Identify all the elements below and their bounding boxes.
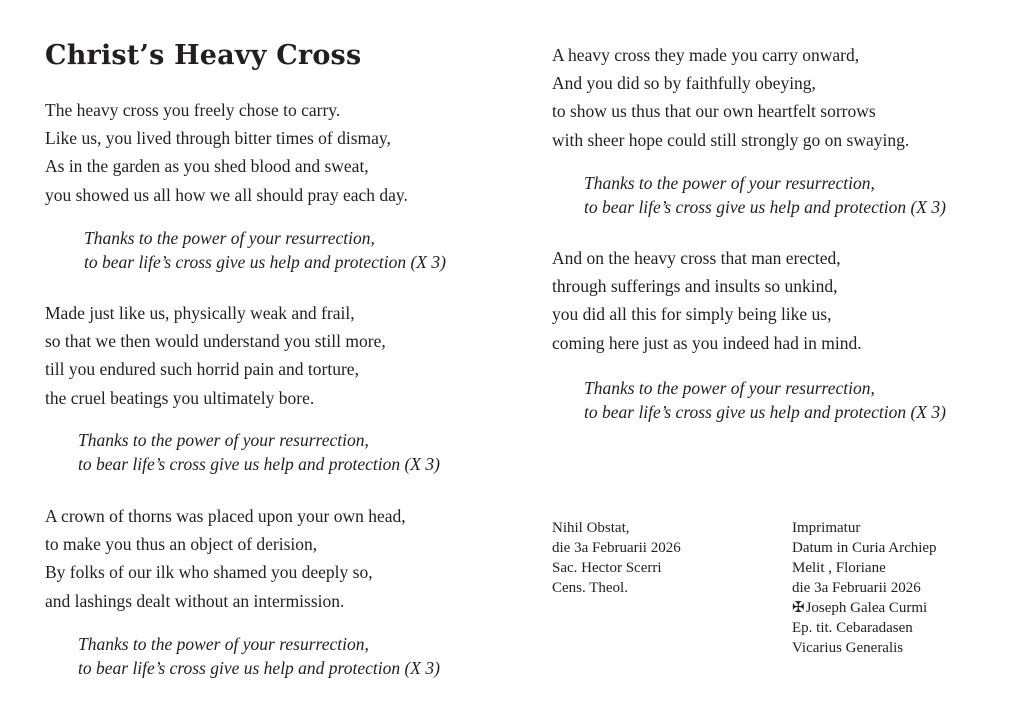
refrain-line: to bear life’s cross give us help and protection (X 3)	[84, 252, 446, 272]
nihil-obstat-line: Nihil Obstat,	[552, 520, 630, 536]
refrain-4	[584, 171, 946, 219]
nihil-obstat-block	[552, 518, 681, 598]
imprimatur-line: die 3a Februarii 2026	[792, 580, 921, 596]
imprimatur-signature-line	[792, 598, 937, 618]
stanza-line: so that we then would understand you still more,	[45, 331, 386, 352]
stanza-line: A heavy cross they made you carry onward,	[552, 45, 860, 65]
imprimatur-line: Vicarius Generalis	[792, 640, 904, 656]
refrain-1	[84, 226, 446, 274]
stanza-line: Made just like us, physically weak and frail,	[45, 303, 355, 323]
stanza-line: till you endured such horrid pain and torture,	[45, 359, 359, 380]
stanza-line: you did all this for simply being like us,	[552, 304, 832, 325]
imprimatur-line: Datum in Curia Archiep	[792, 540, 937, 556]
stanza-line: with sheer hope could still strongly go on swaying.	[552, 129, 910, 150]
stanza-5	[552, 244, 862, 357]
imprimatur-line: Ep. tit. Cebaradasen	[792, 620, 913, 636]
refrain-3	[78, 632, 440, 680]
refrain-line: Thanks to the power of your resurrection,	[78, 430, 369, 450]
stanza-line: and lashings dealt without an intermission.	[45, 590, 345, 611]
stanza-line: And you did so by faithfully obeying,	[552, 73, 816, 94]
stanza-line: By folks of our ilk who shamed you deeply so,	[45, 562, 373, 583]
stanza-line: And on the heavy cross that man erected,	[552, 248, 841, 268]
refrain-line: Thanks to the power of your resurrection,	[584, 378, 875, 398]
imprimatur-line: Imprimatur	[792, 520, 861, 536]
stanza-line: you showed us all how we all should pray each day.	[45, 184, 408, 205]
stanza-4	[552, 41, 909, 154]
stanza-line: The heavy cross you freely chose to carry.	[45, 100, 341, 120]
refrain-2	[78, 428, 440, 476]
refrain-line: to bear life’s cross give us help and protection (X 3)	[584, 402, 946, 422]
maltese-cross-icon: ✠	[792, 600, 805, 616]
stanza-line: the cruel beatings you ultimately bore.	[45, 387, 315, 408]
stanza-2	[45, 299, 386, 412]
refrain-line: Thanks to the power of your resurrection,	[78, 634, 369, 654]
refrain-line: to bear life’s cross give us help and protection (X 3)	[78, 454, 440, 474]
stanza-line: to make you thus an object of derision,	[45, 534, 318, 555]
refrain-5	[584, 376, 946, 424]
stanza-line: Like us, you lived through bitter times of dismay,	[45, 128, 391, 149]
nihil-obstat-line: Cens. Theol.	[552, 580, 628, 596]
refrain-line: Thanks to the power of your resurrection,	[584, 173, 875, 193]
stanza-line: coming here just as you indeed had in mind.	[552, 332, 862, 353]
nihil-obstat-line: Sac. Hector Scerri	[552, 560, 662, 576]
imprimatur-block	[792, 518, 937, 658]
stanza-line: through sufferings and insults so unkind,	[552, 276, 838, 297]
stanza-line: As in the garden as you shed blood and sweat,	[45, 156, 369, 177]
refrain-line: Thanks to the power of your resurrection,	[84, 228, 375, 248]
imprimatur-line: Melit , Floriane	[792, 560, 886, 576]
nihil-obstat-line: die 3a Februarii 2026	[552, 540, 681, 556]
stanza-3	[45, 502, 406, 615]
refrain-line: to bear life’s cross give us help and protection (X 3)	[584, 197, 946, 217]
stanza-line: A crown of thorns was placed upon your own head,	[45, 506, 406, 526]
page-title: Christ’s Heavy Cross	[45, 40, 362, 71]
refrain-line: to bear life’s cross give us help and protection (X 3)	[78, 658, 440, 678]
stanza-1	[45, 96, 408, 209]
stanza-line: to show us thus that our own heartfelt sorrows	[552, 101, 876, 122]
bishop-name: Joseph Galea Curmi	[805, 600, 928, 616]
